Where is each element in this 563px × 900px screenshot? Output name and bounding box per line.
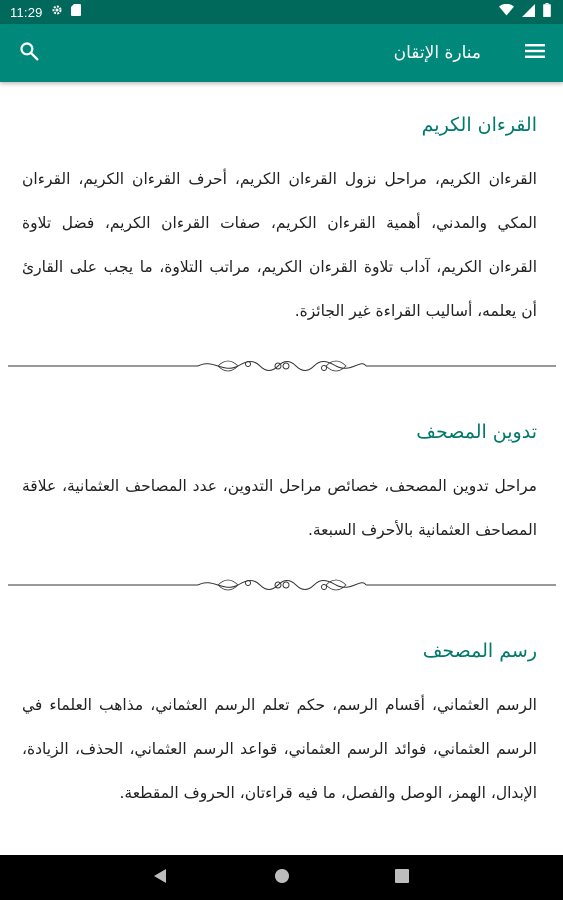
section-body: مراحل تدوين المصحف، خصائص مراحل التدوين، عدد المصاحف العثمانية، علاقة المصاحف العثمانية بالأحرف السبعة. — [22, 477, 537, 539]
status-bar — [0, 0, 563, 24]
system-nav-bar — [0, 855, 563, 900]
section-mushaf-writing[interactable] — [0, 418, 563, 552]
sd-card-icon — [71, 4, 81, 20]
status-right — [499, 0, 551, 24]
content-scroll[interactable] — [0, 82, 563, 855]
back-button[interactable] — [130, 855, 190, 900]
status-time: 11:29 — [10, 4, 43, 20]
status-left — [10, 0, 81, 24]
section-body: الرسم العثماني، أقسام الرسم، حكم تعلم الرسم العثماني، مذاهب العلماء في الرسم العثماني، فوائد الرسم العثماني، قواعد الرسم العثماني، الحذف، الزيادة، الإبدال، الهمز، الوصل والفصل، ما فيه قراءتان، الحروف المقطعة. — [22, 696, 537, 802]
home-icon[interactable] — [274, 868, 290, 888]
search-button[interactable] — [14, 38, 44, 68]
section-title: تدوين المصحف — [416, 421, 537, 443]
gear-icon — [51, 4, 63, 20]
section-quran[interactable] — [0, 111, 563, 333]
app-bar — [0, 24, 563, 82]
section-mushaf-script[interactable] — [0, 637, 563, 815]
menu-button[interactable] — [521, 39, 549, 67]
signal-icon — [522, 4, 535, 21]
section-title: القرءان الكريم — [421, 114, 537, 136]
section-body: القرءان الكريم، مراحل نزول القرءان الكريم، أحرف القرءان الكريم، القرءان المكي والمدني، أهمية القرءان الكريم، صفات القرءان الكريم، فضل تلاوة القرءان الكريم، آداب تلاوة القرءان الكريم، مراتب التلاوة، ما يجب على القارئ أن يعلمه، أساليب القراءة غير الجائزة. — [22, 170, 537, 320]
back-icon[interactable] — [153, 868, 167, 888]
home-button[interactable] — [252, 855, 312, 900]
battery-icon — [543, 3, 551, 21]
wifi-icon — [499, 4, 514, 20]
app-title: منارة الإتقان — [393, 43, 481, 63]
ornamental-divider — [0, 562, 563, 608]
search-icon[interactable] — [19, 41, 39, 65]
section-title: رسم المصحف — [422, 640, 537, 662]
hamburger-menu-icon[interactable] — [525, 43, 545, 63]
recents-button[interactable] — [372, 855, 432, 900]
recents-icon[interactable] — [395, 868, 409, 887]
ornamental-divider — [0, 343, 563, 389]
